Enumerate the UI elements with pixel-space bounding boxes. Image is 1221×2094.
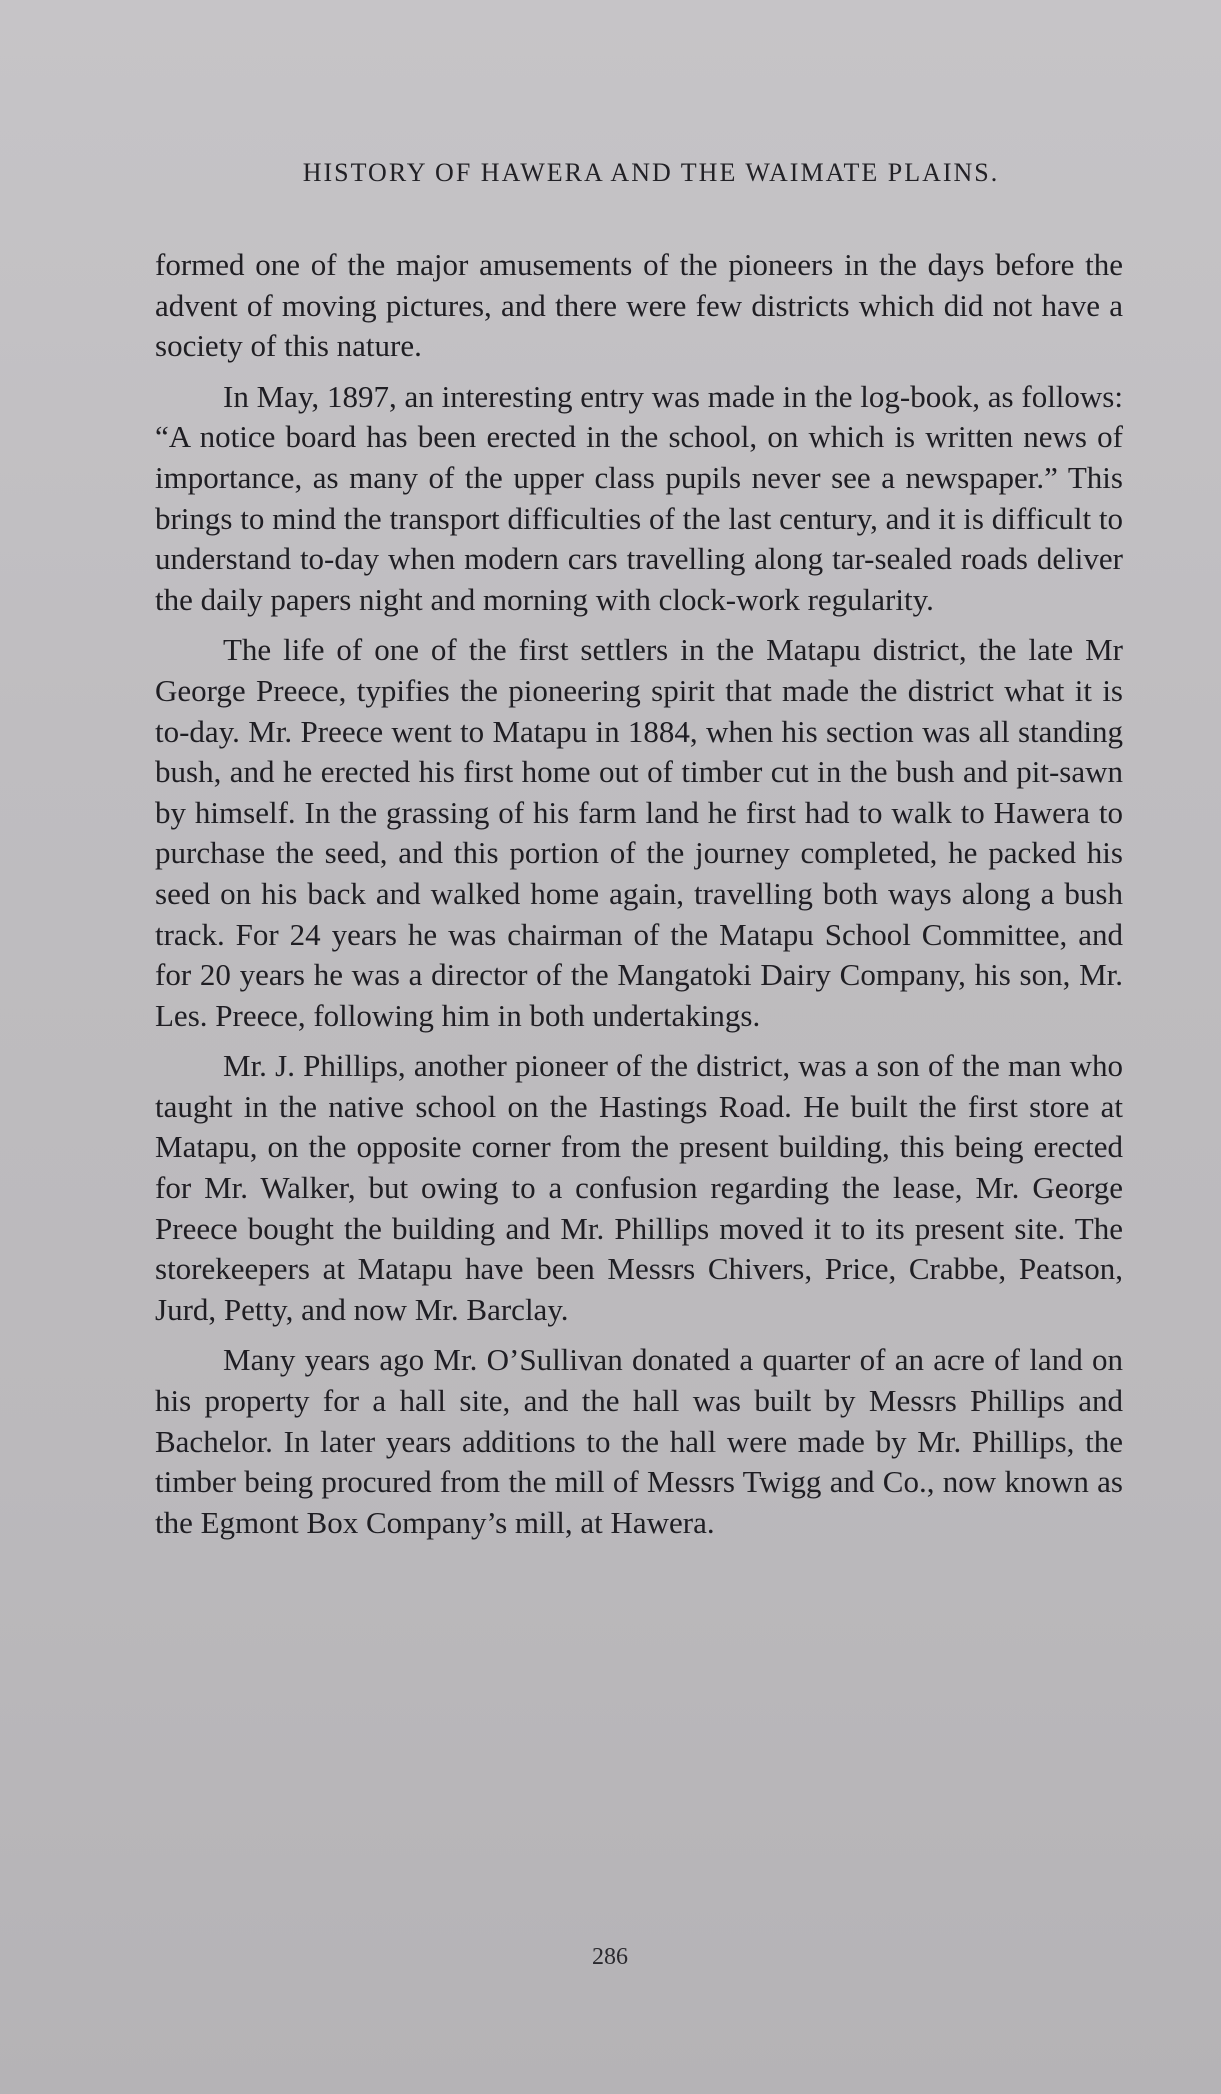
paragraph-logbook-entry: In May, 1897, an interesting entry was made in the log-book, as follows: “A notice board has been erected in the school, on which is written news of importance, as many of the upper class pupils never see a newspaper.” This brings to mind the transport difficulties of the last century, and it is difficult to understand to-day when modern cars travelling along tar-sealed roads deliver the daily papers night and morning with clock-work regularity. <box>155 378 1123 617</box>
paragraph-hall-site: Many years ago Mr. O’Sullivan donated a quarter of an acre of land on his property for a hall site, and the hall was built by Messrs Phillips and Bachelor. In later years additions to the hall were made by Mr. Phillips, the timber being procured from the mill of Messrs Twigg and Co., now known as the Egmont Box Company’s mill, at Hawera. <box>155 1342 1123 1540</box>
paragraph-j-phillips: Mr. J. Phillips, another pioneer of the district, was a son of the man who taught in the native school on the Hastings Road. He built the first store at Matapu, on the opposite corner from the present building, this being erected for Mr. Walker, but owing to a confusion regarding the lease, Mr. George Preece bought the building and Mr. Phillips moved it to its present site. The storekeepers at Matapu have been Messrs Chivers, Price, Crabbe, Peatson, Jurd, Petty, and now Mr. Barclay. <box>155 1048 1123 1327</box>
page-number: 286 <box>592 1944 628 1970</box>
paragraph-continued: formed one of the major amusements of the pioneers in the days before the advent of moving pictures, and there were few districts which did not have a society of this nature. <box>155 247 1123 364</box>
running-title: HISTORY OF HAWERA AND THE WAIMATE PLAINS. <box>302 158 1000 187</box>
paragraph-george-preece: The life of one of the first settlers in the Matapu district, the late Mr George Preece, typifies the pioneering spirit that made the district what it is to-day. Mr. Preece went to Matapu in 1884, when his section was all standing bush, and he erected his first home out of timber cut in the bush and pit-sawn by himself. In the grassing of his farm land he first had to walk to Hawera to purchase the seed, and this portion of the journey completed, he packed his seed on his back and walked home again, travelling both ways along a bush track. For 24 years he was chairman of the Matapu School Committee, and for 20 years he was a director of the Mangatoki Dairy Company, his son, Mr. Les. Preece, following him in both undertakings. <box>155 632 1123 1033</box>
body-text <box>155 245 1123 1543</box>
